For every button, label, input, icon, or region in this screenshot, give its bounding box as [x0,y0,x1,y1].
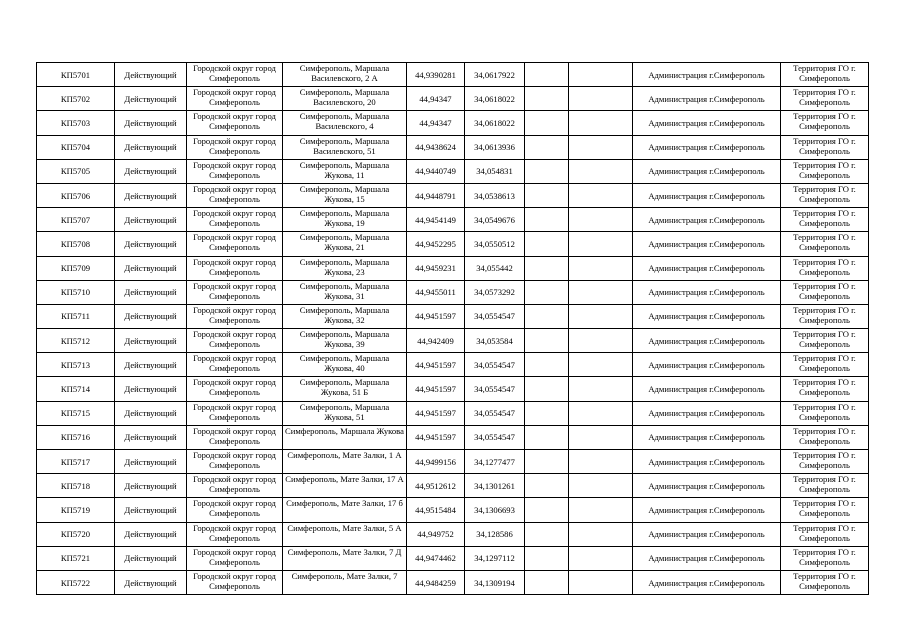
empty-cell [569,111,633,135]
point-id-cell: КП5710 [37,280,115,304]
longitude-cell: 34,053584 [465,329,525,353]
owner-cell: Администрация г.Симферополь [633,159,781,183]
latitude-cell: 44,9512612 [407,474,465,498]
point-id-cell: КП5720 [37,522,115,546]
latitude-cell: 44,9455011 [407,280,465,304]
empty-cell [525,304,569,328]
empty-cell [525,159,569,183]
longitude-cell: 34,0549676 [465,208,525,232]
status-cell: Действующий [115,570,187,594]
point-id-cell: КП5722 [37,570,115,594]
latitude-cell: 44,9440749 [407,159,465,183]
status-cell: Действующий [115,183,187,207]
table-row [37,546,869,570]
latitude-cell: 44,9474462 [407,546,465,570]
longitude-cell: 34,1306693 [465,498,525,522]
status-cell: Действующий [115,474,187,498]
empty-cell [525,87,569,111]
address-cell: Симферополь, Маршала Жукова [283,425,407,449]
empty-cell [569,377,633,401]
owner-cell: Администрация г.Симферополь [633,304,781,328]
empty-cell [525,353,569,377]
table-row [37,522,869,546]
address-cell: Симферополь, Маршала Жукова, 21 [283,232,407,256]
district-cell: Городской округ город Симферополь [187,329,283,353]
status-cell: Действующий [115,329,187,353]
owner-cell: Администрация г.Симферополь [633,546,781,570]
owner-cell: Администрация г.Симферополь [633,570,781,594]
district-cell: Городской округ город Симферополь [187,159,283,183]
status-cell: Действующий [115,208,187,232]
district-cell: Городской округ город Симферополь [187,183,283,207]
table-row [37,280,869,304]
owner-cell: Администрация г.Симферополь [633,522,781,546]
address-cell: Симферополь, Мате Залки, 17 А [283,474,407,498]
owner-cell: Администрация г.Симферополь [633,425,781,449]
empty-cell [525,256,569,280]
district-cell: Городской округ город Симферополь [187,546,283,570]
empty-cell [525,208,569,232]
empty-cell [569,135,633,159]
point-id-cell: КП5708 [37,232,115,256]
table-row [37,450,869,474]
table-row [37,304,869,328]
latitude-cell: 44,94347 [407,87,465,111]
owner-cell: Администрация г.Симферополь [633,498,781,522]
status-cell: Действующий [115,546,187,570]
latitude-cell: 44,9451597 [407,353,465,377]
longitude-cell: 34,0573292 [465,280,525,304]
empty-cell [525,111,569,135]
point-id-cell: КП5707 [37,208,115,232]
status-cell: Действующий [115,135,187,159]
empty-cell [525,135,569,159]
latitude-cell: 44,9454149 [407,208,465,232]
empty-cell [525,401,569,425]
empty-cell [569,159,633,183]
status-cell: Действующий [115,111,187,135]
longitude-cell: 34,0554547 [465,377,525,401]
point-id-cell: КП5711 [37,304,115,328]
point-id-cell: КП5714 [37,377,115,401]
empty-cell [525,546,569,570]
point-id-cell: КП5716 [37,425,115,449]
point-id-cell: КП5703 [37,111,115,135]
address-cell: Симферополь, Маршала Жукова, 15 [283,183,407,207]
point-id-cell: КП5709 [37,256,115,280]
owner-cell: Администрация г.Симферополь [633,183,781,207]
table-body [37,63,869,595]
status-cell: Действующий [115,450,187,474]
district-cell: Городской округ город Симферополь [187,498,283,522]
territory-cell: Территория ГО г. Симферополь [781,377,869,401]
district-cell: Городской округ город Симферополь [187,570,283,594]
owner-cell: Администрация г.Симферополь [633,401,781,425]
table-row [37,498,869,522]
territory-cell: Территория ГО г. Симферополь [781,498,869,522]
owner-cell: Администрация г.Симферополь [633,87,781,111]
table-row [37,256,869,280]
longitude-cell: 34,054831 [465,159,525,183]
owner-cell: Администрация г.Симферополь [633,63,781,87]
empty-cell [525,450,569,474]
address-cell: Симферополь, Мате Залки, 17 б [283,498,407,522]
district-cell: Городской округ город Симферополь [187,377,283,401]
empty-cell [569,474,633,498]
district-cell: Городской округ город Симферополь [187,522,283,546]
address-cell: Симферополь, Мате Залки, 1 А [283,450,407,474]
empty-cell [569,183,633,207]
district-cell: Городской округ город Симферополь [187,425,283,449]
latitude-cell: 44,9438624 [407,135,465,159]
point-id-cell: КП5702 [37,87,115,111]
longitude-cell: 34,0538613 [465,183,525,207]
territory-cell: Территория ГО г. Симферополь [781,280,869,304]
address-cell: Симферополь, Маршала Василевского, 4 [283,111,407,135]
territory-cell: Территория ГО г. Симферополь [781,304,869,328]
latitude-cell: 44,9451597 [407,304,465,328]
empty-cell [569,353,633,377]
status-cell: Действующий [115,232,187,256]
territory-cell: Территория ГО г. Симферополь [781,329,869,353]
point-id-cell: КП5704 [37,135,115,159]
longitude-cell: 34,1277477 [465,450,525,474]
longitude-cell: 34,0550512 [465,232,525,256]
table-row [37,401,869,425]
empty-cell [569,208,633,232]
territory-cell: Территория ГО г. Симферополь [781,401,869,425]
district-cell: Городской округ город Симферополь [187,401,283,425]
territory-cell: Территория ГО г. Симферополь [781,111,869,135]
empty-cell [569,256,633,280]
address-cell: Симферополь, Маршала Жукова, 32 [283,304,407,328]
empty-cell [569,570,633,594]
district-cell: Городской округ город Симферополь [187,353,283,377]
latitude-cell: 44,9484259 [407,570,465,594]
longitude-cell: 34,0617922 [465,63,525,87]
point-id-cell: КП5713 [37,353,115,377]
point-id-cell: КП5718 [37,474,115,498]
territory-cell: Территория ГО г. Симферополь [781,425,869,449]
latitude-cell: 44,949752 [407,522,465,546]
owner-cell: Администрация г.Симферополь [633,232,781,256]
territory-cell: Территория ГО г. Симферополь [781,87,869,111]
status-cell: Действующий [115,304,187,328]
point-id-cell: КП5706 [37,183,115,207]
status-cell: Действующий [115,377,187,401]
district-cell: Городской округ город Симферополь [187,474,283,498]
empty-cell [569,63,633,87]
status-cell: Действующий [115,63,187,87]
table-row [37,570,869,594]
empty-cell [525,522,569,546]
latitude-cell: 44,9448791 [407,183,465,207]
owner-cell: Администрация г.Симферополь [633,377,781,401]
empty-cell [525,498,569,522]
empty-cell [525,183,569,207]
longitude-cell: 34,0554547 [465,353,525,377]
address-cell: Симферополь, Маршала Жукова, 11 [283,159,407,183]
district-cell: Городской округ город Симферополь [187,232,283,256]
empty-cell [525,474,569,498]
empty-cell [569,87,633,111]
address-cell: Симферополь, Мате Залки, 5 А [283,522,407,546]
territory-cell: Территория ГО г. Симферополь [781,450,869,474]
latitude-cell: 44,9515484 [407,498,465,522]
empty-cell [525,232,569,256]
table-row [37,232,869,256]
district-cell: Городской округ город Симферополь [187,208,283,232]
empty-cell [525,425,569,449]
latitude-cell: 44,9451597 [407,425,465,449]
owner-cell: Администрация г.Симферополь [633,256,781,280]
table-row [37,474,869,498]
table-row [37,63,869,87]
latitude-cell: 44,9459231 [407,256,465,280]
latitude-cell: 44,9499156 [407,450,465,474]
district-cell: Городской округ город Симферополь [187,304,283,328]
territory-cell: Территория ГО г. Симферополь [781,135,869,159]
address-cell: Симферополь, Маршала Василевского, 51 [283,135,407,159]
point-id-cell: КП5705 [37,159,115,183]
empty-cell [569,498,633,522]
address-cell: Симферополь, Маршала Жукова, 23 [283,256,407,280]
longitude-cell: 34,055442 [465,256,525,280]
collection-points-table [36,62,869,595]
owner-cell: Администрация г.Симферополь [633,450,781,474]
address-cell: Симферополь, Маршала Жукова, 31 [283,280,407,304]
point-id-cell: КП5721 [37,546,115,570]
longitude-cell: 34,128586 [465,522,525,546]
empty-cell [569,450,633,474]
longitude-cell: 34,0554547 [465,425,525,449]
empty-cell [569,522,633,546]
latitude-cell: 44,94347 [407,111,465,135]
address-cell: Симферополь, Маршала Жукова, 39 [283,329,407,353]
territory-cell: Территория ГО г. Симферополь [781,159,869,183]
owner-cell: Администрация г.Симферополь [633,474,781,498]
address-cell: Симферополь, Маршала Жукова, 19 [283,208,407,232]
status-cell: Действующий [115,522,187,546]
status-cell: Действующий [115,425,187,449]
status-cell: Действующий [115,353,187,377]
longitude-cell: 34,1297112 [465,546,525,570]
empty-cell [525,63,569,87]
point-id-cell: КП5701 [37,63,115,87]
empty-cell [525,280,569,304]
owner-cell: Администрация г.Симферополь [633,353,781,377]
address-cell: Симферополь, Маршала Жукова, 51 [283,401,407,425]
owner-cell: Администрация г.Симферополь [633,111,781,135]
longitude-cell: 34,1301261 [465,474,525,498]
table-row [37,329,869,353]
territory-cell: Территория ГО г. Симферополь [781,474,869,498]
empty-cell [569,425,633,449]
owner-cell: Администрация г.Симферополь [633,280,781,304]
longitude-cell: 34,0618022 [465,111,525,135]
table-row [37,111,869,135]
empty-cell [569,232,633,256]
status-cell: Действующий [115,280,187,304]
latitude-cell: 44,9451597 [407,401,465,425]
owner-cell: Администрация г.Симферополь [633,208,781,232]
territory-cell: Территория ГО г. Симферополь [781,256,869,280]
point-id-cell: КП5712 [37,329,115,353]
territory-cell: Территория ГО г. Симферополь [781,208,869,232]
table-row [37,135,869,159]
territory-cell: Территория ГО г. Симферополь [781,232,869,256]
status-cell: Действующий [115,159,187,183]
territory-cell: Территория ГО г. Симферополь [781,353,869,377]
table-row [37,208,869,232]
longitude-cell: 34,0618022 [465,87,525,111]
district-cell: Городской округ город Симферополь [187,87,283,111]
status-cell: Действующий [115,256,187,280]
district-cell: Городской округ город Симферополь [187,135,283,159]
table-row [37,377,869,401]
point-id-cell: КП5715 [37,401,115,425]
table-row [37,183,869,207]
table-row [37,353,869,377]
table-row [37,159,869,183]
status-cell: Действующий [115,401,187,425]
district-cell: Городской округ город Симферополь [187,450,283,474]
longitude-cell: 34,1309194 [465,570,525,594]
status-cell: Действующий [115,498,187,522]
empty-cell [569,329,633,353]
territory-cell: Территория ГО г. Симферополь [781,570,869,594]
district-cell: Городской округ город Симферополь [187,280,283,304]
empty-cell [569,401,633,425]
territory-cell: Территория ГО г. Симферополь [781,522,869,546]
document-page [36,62,868,595]
latitude-cell: 44,9451597 [407,377,465,401]
status-cell: Действующий [115,87,187,111]
empty-cell [569,546,633,570]
empty-cell [569,280,633,304]
territory-cell: Территория ГО г. Симферополь [781,183,869,207]
district-cell: Городской округ город Симферополь [187,111,283,135]
address-cell: Симферополь, Мате Залки, 7 Д [283,546,407,570]
territory-cell: Территория ГО г. Симферополь [781,546,869,570]
address-cell: Симферополь, Маршала Василевского, 20 [283,87,407,111]
empty-cell [569,304,633,328]
district-cell: Городской округ город Симферополь [187,256,283,280]
table-row [37,87,869,111]
latitude-cell: 44,9452295 [407,232,465,256]
owner-cell: Администрация г.Симферополь [633,135,781,159]
address-cell: Симферополь, Маршала Василевского, 2 А [283,63,407,87]
empty-cell [525,377,569,401]
longitude-cell: 34,0613936 [465,135,525,159]
latitude-cell: 44,9390281 [407,63,465,87]
point-id-cell: КП5717 [37,450,115,474]
latitude-cell: 44,942409 [407,329,465,353]
empty-cell [525,329,569,353]
longitude-cell: 34,0554547 [465,401,525,425]
longitude-cell: 34,0554547 [465,304,525,328]
empty-cell [525,570,569,594]
address-cell: Симферополь, Мате Залки, 7 [283,570,407,594]
district-cell: Городской округ город Симферополь [187,63,283,87]
address-cell: Симферополь, Маршала Жукова, 51 Б [283,377,407,401]
owner-cell: Администрация г.Симферополь [633,329,781,353]
point-id-cell: КП5719 [37,498,115,522]
territory-cell: Территория ГО г. Симферополь [781,63,869,87]
table-row [37,425,869,449]
address-cell: Симферополь, Маршала Жукова, 40 [283,353,407,377]
